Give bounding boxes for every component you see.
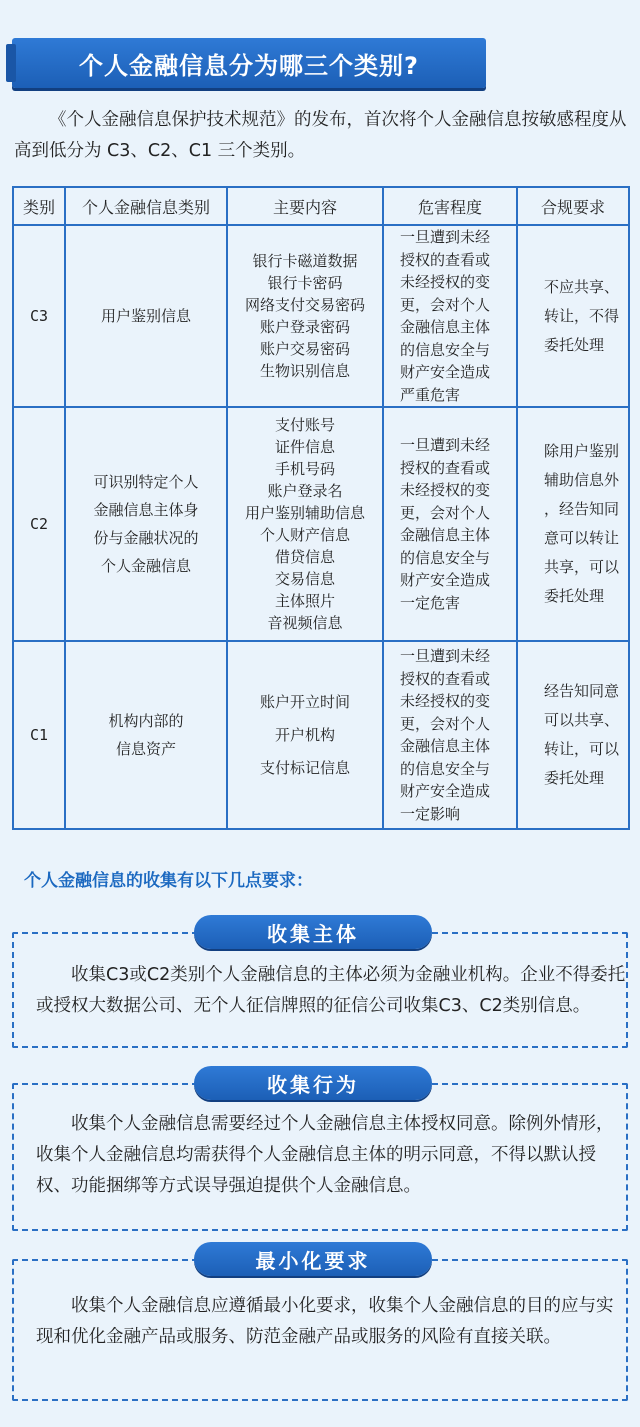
cell-level: C2 — [13, 407, 65, 641]
section-box-minimization — [12, 1259, 628, 1401]
section-label-minimization: 最小化要求 — [194, 1242, 432, 1276]
header-type: 个人金融信息类别 — [65, 187, 227, 225]
content-line: 证件信息 — [274, 438, 335, 456]
content-line: 银行卡密码 — [267, 274, 343, 292]
cell-content — [227, 225, 383, 407]
cell-content — [227, 407, 383, 641]
harm-line: 一定影响 — [400, 804, 461, 823]
content-line: 开户机构 — [274, 725, 335, 744]
table-row-c3 — [13, 225, 629, 407]
type-line: 可识别特定个人 — [93, 473, 199, 491]
harm-line: 严重危害 — [400, 385, 461, 404]
harm-line: 一旦遭到未经 — [400, 436, 491, 454]
content-line: 网络支付交易密码 — [244, 296, 365, 314]
harm-line: 一定危害 — [400, 593, 461, 612]
content-line: 账户交易密码 — [259, 340, 350, 358]
content-line: 账户登录名 — [267, 482, 343, 500]
requirement-line: 委托处理 — [544, 769, 605, 787]
requirement-line: ，经告知同 — [544, 500, 620, 518]
table-header-row — [13, 187, 629, 225]
cell-type — [65, 641, 227, 829]
section-text: 收集C3或C2类别个人金融信息的主体必须为金融业机构。企业不得委托或授权大数据公司、无个人征信牌照的征信公司收集C3、C2类别信息。 — [36, 965, 626, 1016]
cell-harm — [383, 225, 517, 407]
content-line: 账户开立时间 — [259, 692, 350, 711]
section-box-behavior — [12, 1083, 628, 1231]
harm-line: 财产安全造成 — [400, 571, 491, 589]
section-box-subject — [12, 932, 628, 1048]
requirement-line: 辅助信息外 — [544, 471, 620, 489]
collection-heading: 个人金融信息的收集有以下几点要求： — [24, 871, 313, 891]
type-line: 份与金融状况的 — [93, 529, 199, 547]
content-line: 借贷信息 — [274, 548, 335, 566]
content-line: 交易信息 — [274, 570, 335, 588]
section-label-subject: 收集主体 — [194, 915, 432, 949]
content-line: 银行卡磁道数据 — [252, 252, 358, 270]
cell-requirement — [517, 225, 629, 407]
harm-line: 一旦遭到未经 — [400, 228, 491, 246]
classification-table — [12, 186, 630, 830]
harm-line: 金融信息主体 — [400, 737, 491, 755]
content-line: 生物识别信息 — [259, 362, 350, 380]
requirement-line: 除用户鉴别 — [544, 442, 620, 460]
page-title: 个人金融信息分为哪三个类别? — [12, 38, 486, 88]
requirement-line: 转让，不得 — [544, 306, 620, 325]
header-harm: 危害程度 — [383, 187, 517, 225]
cell-harm — [383, 641, 517, 829]
requirement-line: 委托处理 — [544, 587, 605, 605]
requirement-line: 转让，可以 — [544, 740, 620, 758]
content-line: 支付账号 — [274, 416, 335, 434]
header-level: 类别 — [13, 187, 65, 225]
content-line: 用户鉴别辅助信息 — [244, 504, 365, 522]
cell-content — [227, 641, 383, 829]
harm-line: 的信息安全与 — [400, 548, 491, 567]
harm-line: 未经授权的变 — [400, 692, 491, 710]
harm-line: 金融信息主体 — [400, 526, 491, 544]
type-line: 个人金融信息 — [100, 557, 191, 575]
content-line: 音视频信息 — [267, 614, 343, 632]
cell-type: 用户鉴别信息 — [65, 225, 227, 407]
content-line: 账户登录密码 — [259, 318, 350, 336]
requirement-line: 共享，可以 — [544, 558, 620, 576]
section-text: 收集个人金融信息应遵循最小化要求，收集个人金融信息的目的应与实现和优化金融产品或服务、防范金融产品或服务的风险有直接关联。 — [36, 1296, 614, 1347]
harm-line: 未经授权的变 — [400, 273, 491, 291]
cell-type — [65, 407, 227, 641]
harm-line: 授权的查看或 — [400, 669, 491, 688]
requirement-line: 不应共享、 — [544, 277, 620, 296]
content-line: 手机号码 — [274, 460, 335, 478]
requirement-line: 可以共享、 — [544, 711, 620, 729]
requirement-line: 委托处理 — [544, 335, 605, 354]
type-line: 信息资产 — [115, 740, 176, 758]
intro-paragraph: 《个人金融信息保护技术规范》的发布，首次将个人金融信息按敏感程度从高到低分为 C3、C2、C1 三个类别。 — [14, 110, 627, 161]
section-label-behavior: 收集行为 — [194, 1066, 432, 1100]
harm-line: 金融信息主体 — [400, 318, 491, 336]
header-requirement: 合规要求 — [517, 187, 629, 225]
harm-line: 更，会对个人 — [400, 503, 491, 522]
table-row-c1 — [13, 641, 629, 829]
cell-requirement — [517, 407, 629, 641]
type-line: 机构内部的 — [108, 712, 184, 730]
cell-harm — [383, 407, 517, 641]
cell-level: C3 — [13, 225, 65, 407]
requirement-line: 经告知同意 — [544, 682, 620, 700]
harm-line: 一旦遭到未经 — [400, 647, 491, 665]
type-line: 金融信息主体身 — [93, 501, 199, 519]
harm-line: 的信息安全与 — [400, 340, 491, 359]
content-line: 支付标记信息 — [259, 758, 350, 777]
cell-requirement — [517, 641, 629, 829]
harm-line: 财产安全造成 — [400, 782, 491, 800]
harm-line: 授权的查看或 — [400, 458, 491, 477]
harm-line: 财产安全造成 — [400, 363, 491, 381]
harm-line: 的信息安全与 — [400, 759, 491, 778]
cell-level: C1 — [13, 641, 65, 829]
harm-line: 更，会对个人 — [400, 714, 491, 733]
content-line: 个人财产信息 — [259, 526, 350, 544]
harm-line: 未经授权的变 — [400, 481, 491, 499]
header-content: 主要内容 — [227, 187, 383, 225]
section-text: 收集个人金融信息需要经过个人金融信息主体授权同意。除例外情形，收集个人金融信息均需获得个人金融信息主体的明示同意，不得以默认授权、功能捆绑等方式误导强迫提供个人金融信息。 — [36, 1114, 614, 1196]
harm-line: 更，会对个人 — [400, 295, 491, 314]
requirement-line: 意可以转让 — [544, 529, 620, 547]
content-line: 主体照片 — [274, 592, 335, 610]
harm-line: 授权的查看或 — [400, 250, 491, 269]
table-row-c2 — [13, 407, 629, 641]
